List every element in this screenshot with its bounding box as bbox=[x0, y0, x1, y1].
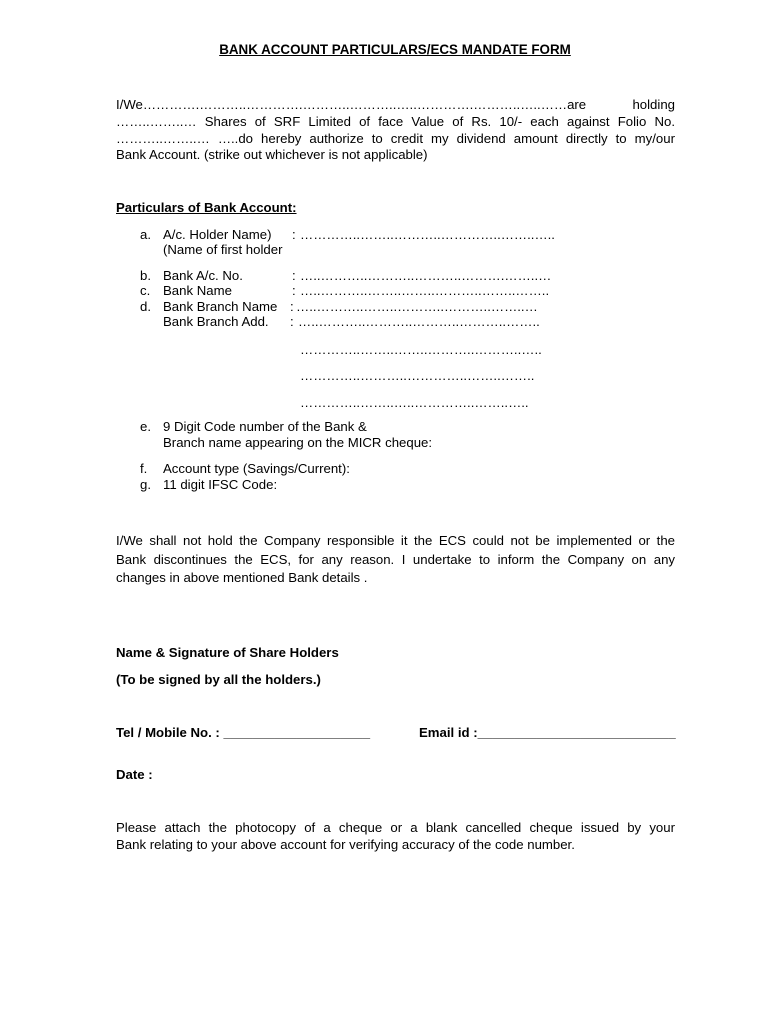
intro-line: ……..……..… Shares of SRF Limited of face Value of Rs. 10/- each against Folio No. bbox=[116, 113, 675, 129]
item-marker: c. bbox=[140, 283, 151, 298]
branch-address-line: …………..……..…..…………..……..….. bbox=[300, 395, 529, 410]
micr-code-label-line2: Branch name appearing on the MICR cheque: bbox=[163, 435, 433, 450]
micr-code-label: 9 Digit Code number of the Bank & bbox=[163, 419, 367, 434]
field-colon: : bbox=[290, 299, 294, 314]
disclaimer-line: changes in above mentioned Bank details . bbox=[116, 570, 368, 586]
branch-address-field: …..………..………..………..………..…….. bbox=[298, 314, 540, 329]
footer-line: Please attach the photocopy of a cheque or a blank cancelled cheque issued by your bbox=[116, 820, 675, 835]
field-colon: : bbox=[292, 283, 296, 298]
footer-line: Bank relating to your above account for verifying accuracy of the code number. bbox=[116, 837, 575, 853]
holder-name-field: …………..……..………..…………..……..….. bbox=[300, 227, 555, 242]
branch-address-label: Bank Branch Add. bbox=[163, 314, 269, 329]
item-marker: a. bbox=[140, 227, 151, 242]
branch-name-field: …..………..……..………..………..……..… bbox=[296, 299, 538, 314]
bank-name-label: Bank Name bbox=[163, 283, 232, 298]
disclaimer-paragraph bbox=[116, 532, 675, 588]
bank-name-field: …..………..……..……..………..……..…….. bbox=[300, 283, 550, 298]
branch-address-line: …………..………..…………..……..…….. bbox=[300, 368, 535, 383]
account-number-label: Bank A/c. No. bbox=[163, 268, 243, 283]
intro-line: Bank Account. (strike out whichever is not applicable) bbox=[116, 147, 428, 163]
signature-note: (To be signed by all the holders.) bbox=[116, 672, 321, 687]
holder-name-label: A/c. Holder Name) bbox=[163, 227, 272, 242]
field-colon: : bbox=[292, 227, 296, 242]
holder-name-sublabel: (Name of first holder bbox=[163, 242, 283, 257]
signature-heading: Name & Signature of Share Holders bbox=[116, 645, 339, 660]
field-colon: : bbox=[292, 268, 296, 283]
particulars-heading: Particulars of Bank Account: bbox=[116, 200, 297, 215]
item-marker: f. bbox=[140, 461, 148, 476]
field-colon: : bbox=[290, 314, 294, 329]
email-field: Email id :___________________________ bbox=[419, 725, 676, 740]
branch-address-line: …………..……..……..………..………..….. bbox=[300, 342, 542, 357]
item-marker: e. bbox=[140, 419, 151, 434]
intro-line: I/We………….………..………….………..………..…..………….………..…..……are holding bbox=[116, 97, 675, 112]
disclaimer-line: Bank discontinues the ECS, for any reason. I undertake to inform the Company on any bbox=[116, 551, 675, 567]
tel-mobile-field: Tel / Mobile No. : ____________________ bbox=[116, 725, 371, 740]
account-number-field: …..………..………..………..……….……..… bbox=[300, 268, 552, 283]
form-title: BANK ACCOUNT PARTICULARS/ECS MANDATE FORM bbox=[219, 42, 571, 57]
ifsc-code-label: 11 digit IFSC Code: bbox=[163, 477, 278, 492]
branch-name-label: Bank Branch Name bbox=[163, 299, 278, 314]
item-marker: g. bbox=[140, 477, 151, 492]
footer-paragraph bbox=[116, 819, 675, 854]
account-type-label: Account type (Savings/Current): bbox=[163, 461, 350, 476]
intro-paragraph bbox=[116, 97, 675, 164]
item-marker: b. bbox=[140, 268, 151, 283]
intro-line: ………..……..… …..do hereby authorize to credit my dividend amount directly to my/our bbox=[116, 130, 675, 146]
item-marker: d. bbox=[140, 299, 151, 314]
disclaimer-line: I/We shall not hold the Company responsible it the ECS could not be implemented or the bbox=[116, 533, 675, 548]
date-field: Date : bbox=[116, 767, 153, 782]
